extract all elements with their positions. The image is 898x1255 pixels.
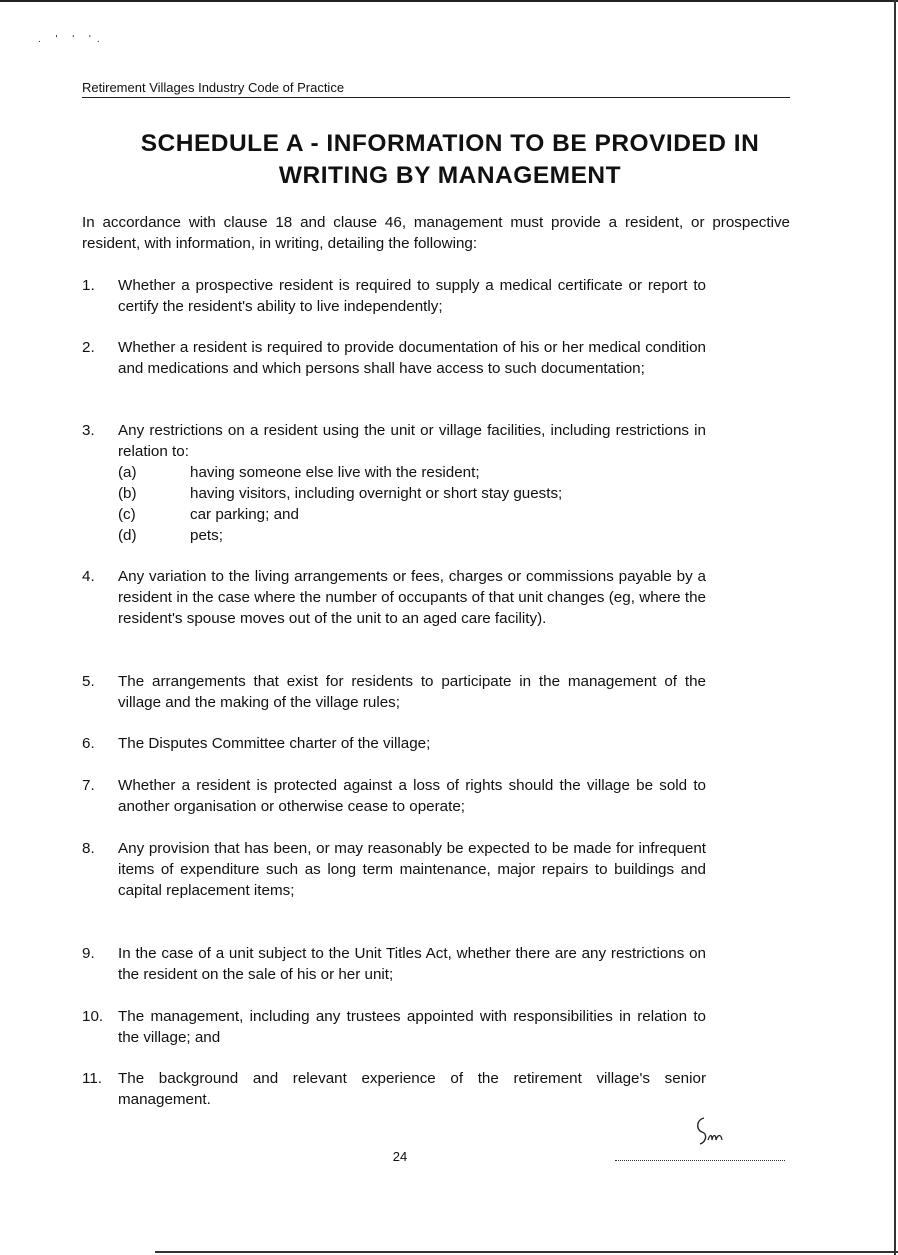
- list-item: [82, 421, 707, 549]
- sub-item-text: having visitors, including overnight or short stay guests;: [190, 485, 563, 502]
- initials-signature: [690, 1112, 730, 1150]
- page-number: 24: [392, 1149, 408, 1164]
- sub-item-label: (a): [118, 464, 137, 481]
- sub-item-text: pets;: [190, 527, 223, 544]
- sub-item-label: (c): [118, 506, 136, 523]
- item-text: The arrangements that exist for residents to participate in the management of the village and the making of the village rules;: [118, 673, 706, 711]
- item-number: 4.: [82, 568, 95, 585]
- item-number: 3.: [82, 422, 95, 439]
- scan-edge-bottom: [155, 1251, 898, 1253]
- running-header: Retirement Villages Industry Code of Practice: [82, 80, 790, 98]
- title-line-1: SCHEDULE A - INFORMATION TO BE PROVIDED IN: [140, 130, 760, 157]
- item-text: Any restrictions on a resident using the unit or village facilities, including restrictions in relation to:: [118, 422, 706, 460]
- sub-item-label: (b): [118, 485, 137, 502]
- scan-edge-right: [894, 0, 896, 1255]
- item-text: Any provision that has been, or may reasonably be expected to be made for infrequent items of expenditure such as long term maintenance, major repairs to buildings and capital replacement items;: [118, 840, 706, 899]
- item-text: Whether a resident is protected against a loss of rights should the village be sold to another organisation or otherwise cease to operate;: [118, 777, 706, 815]
- item-text: The Disputes Committee charter of the village;: [118, 735, 431, 752]
- item-text: Whether a prospective resident is required to supply a medical certificate or report to certify the resident's ability to live independently;: [118, 277, 706, 315]
- sub-item-text: having someone else live with the resident;: [190, 464, 480, 481]
- sub-item-text: car parking; and: [190, 506, 299, 523]
- intro-paragraph: In accordance with clause 18 and clause 46, management must provide a resident, or prospective resident, with information, in writing, detailing the following:: [82, 214, 790, 252]
- scan-edge-top: [0, 0, 898, 2]
- item-text: Whether a resident is required to provide documentation of his or her medical condition and medications and which persons shall have access to such documentation;: [118, 339, 706, 377]
- item-text: The management, including any trustees appointed with responsibilities in relation to the village; and: [118, 1008, 706, 1046]
- item-number: 8.: [82, 840, 95, 857]
- item-text: Any variation to the living arrangements or fees, charges or commissions payable by a resident in the case where the number of occupants of that unit changes (eg, where the resident's spouse moves out of the unit to an aged care facility).: [118, 568, 706, 627]
- scan-specks: . ' ' '.: [38, 34, 106, 45]
- sub-item-label: (d): [118, 527, 137, 544]
- page-title: [60, 128, 840, 192]
- item-text: The background and relevant experience of the retirement village's senior management.: [118, 1070, 706, 1108]
- item-text: In the case of a unit subject to the Unit Titles Act, whether there are any restrictions on the resident on the sale of his or her unit;: [118, 945, 706, 983]
- item-number: 7.: [82, 777, 95, 794]
- item-number: 6.: [82, 735, 95, 752]
- item-number: 1.: [82, 277, 95, 294]
- item-number: 9.: [82, 945, 95, 962]
- title-line-2: WRITING BY MANAGEMENT: [278, 162, 622, 189]
- item-number: 2.: [82, 339, 95, 356]
- item-number: 5.: [82, 673, 95, 690]
- item-number: 11.: [82, 1070, 102, 1087]
- signature-line: [615, 1159, 785, 1161]
- item-number: 10.: [82, 1008, 104, 1025]
